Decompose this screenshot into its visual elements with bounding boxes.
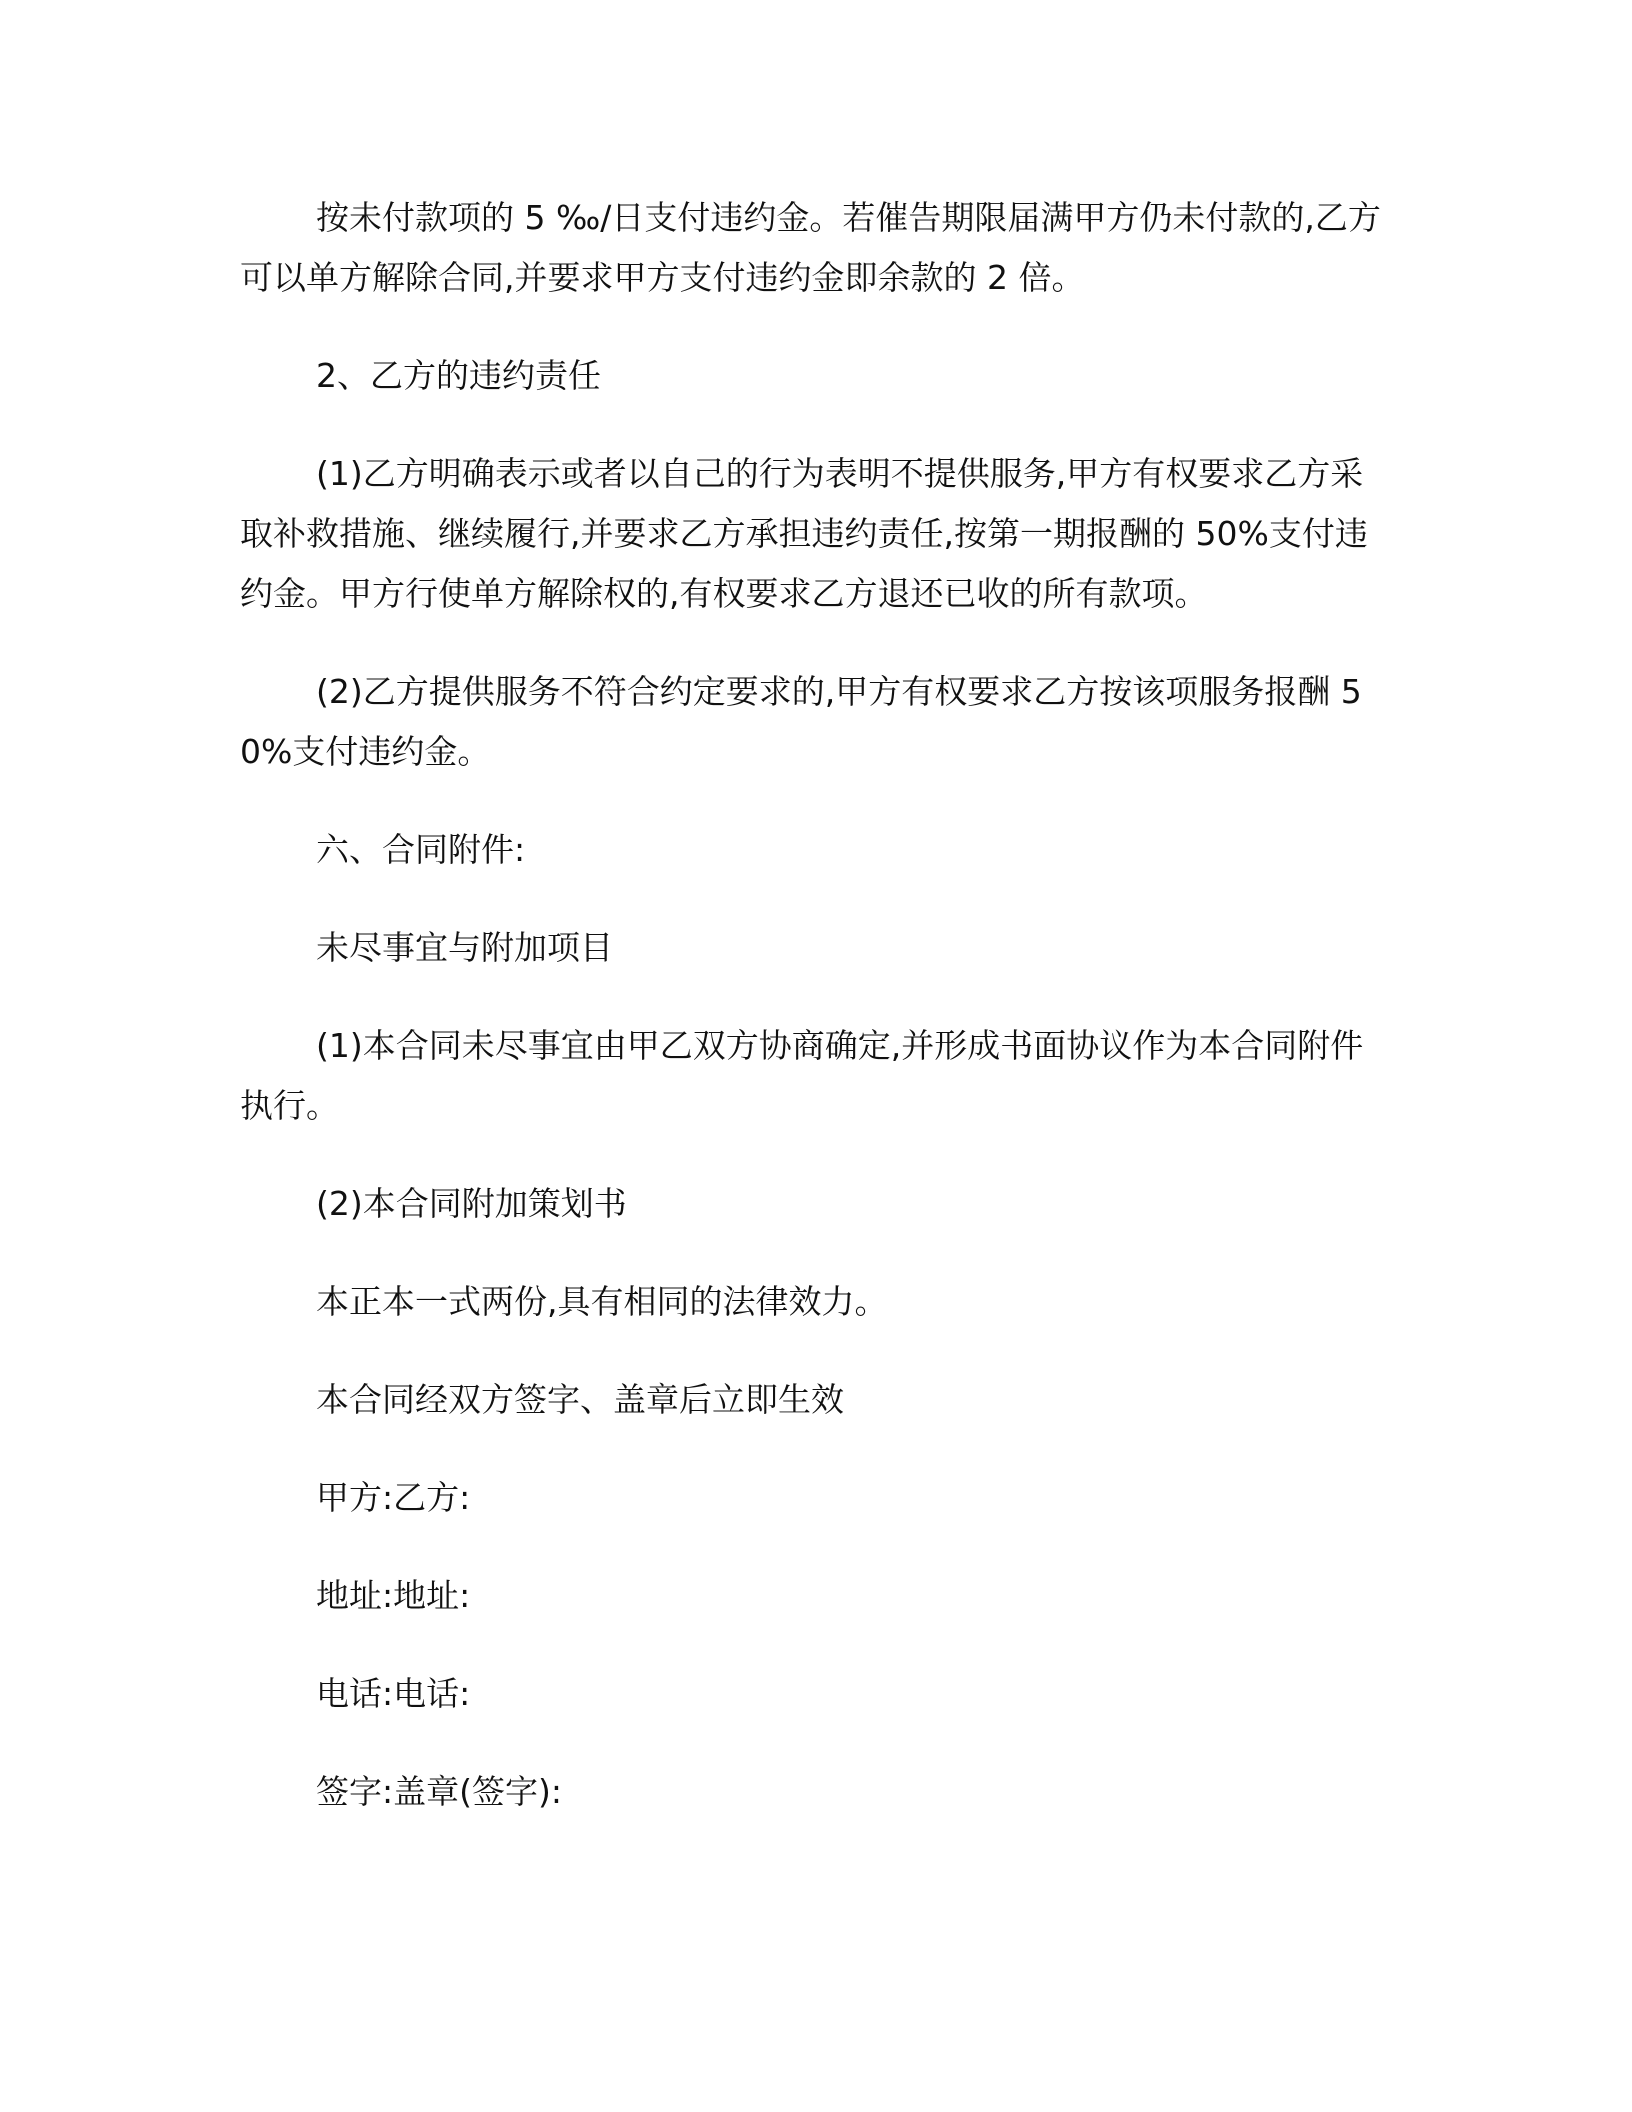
supplementary-heading: 未尽事宜与附加项目 — [316, 928, 613, 967]
clause-6-2-paragraph: (2)本合同附加策划书 — [316, 1184, 627, 1223]
penalty-continuation-paragraph: 按未付款项的 5 ‰/日支付违约金。若催告期限届满甲方仍未付款的,乙方可以单方解除合同,并要求甲方支付违约金即余款的 2 倍。 — [240, 198, 1381, 297]
clause-6-1-paragraph: (1)本合同未尽事宜由甲乙双方协商确定,并形成书面协议作为本合同附件执行。 — [240, 1026, 1364, 1125]
section-6-heading: 六、合同附件: — [316, 830, 526, 869]
section-2-heading: 2、乙方的违约责任 — [316, 356, 601, 395]
party-line: 甲方:乙方: — [316, 1478, 471, 1517]
clause-2-1-paragraph: (1)乙方明确表示或者以自己的行为表明不提供服务,甲方有权要求乙方采取补救措施、继续履行,并要求乙方承担违约责任,按第一期报酬的 50%支付违约金。甲方行使单方解除权的,有权要求乙方退还已收的所有款项。 — [240, 454, 1368, 613]
signature-line: 签字:盖章(签字): — [316, 1772, 562, 1811]
clause-2-2-paragraph: (2)乙方提供服务不符合约定要求的,甲方有权要求乙方按该项服务报酬 50%支付违约金。 — [240, 672, 1362, 771]
document-body — [240, 188, 1390, 1860]
effective-note: 本合同经双方签字、盖章后立即生效 — [316, 1380, 844, 1419]
copies-note: 本正本一式两份,具有相同的法律效力。 — [316, 1282, 888, 1321]
phone-line: 电话:电话: — [316, 1674, 471, 1713]
address-line: 地址:地址: — [316, 1576, 471, 1615]
